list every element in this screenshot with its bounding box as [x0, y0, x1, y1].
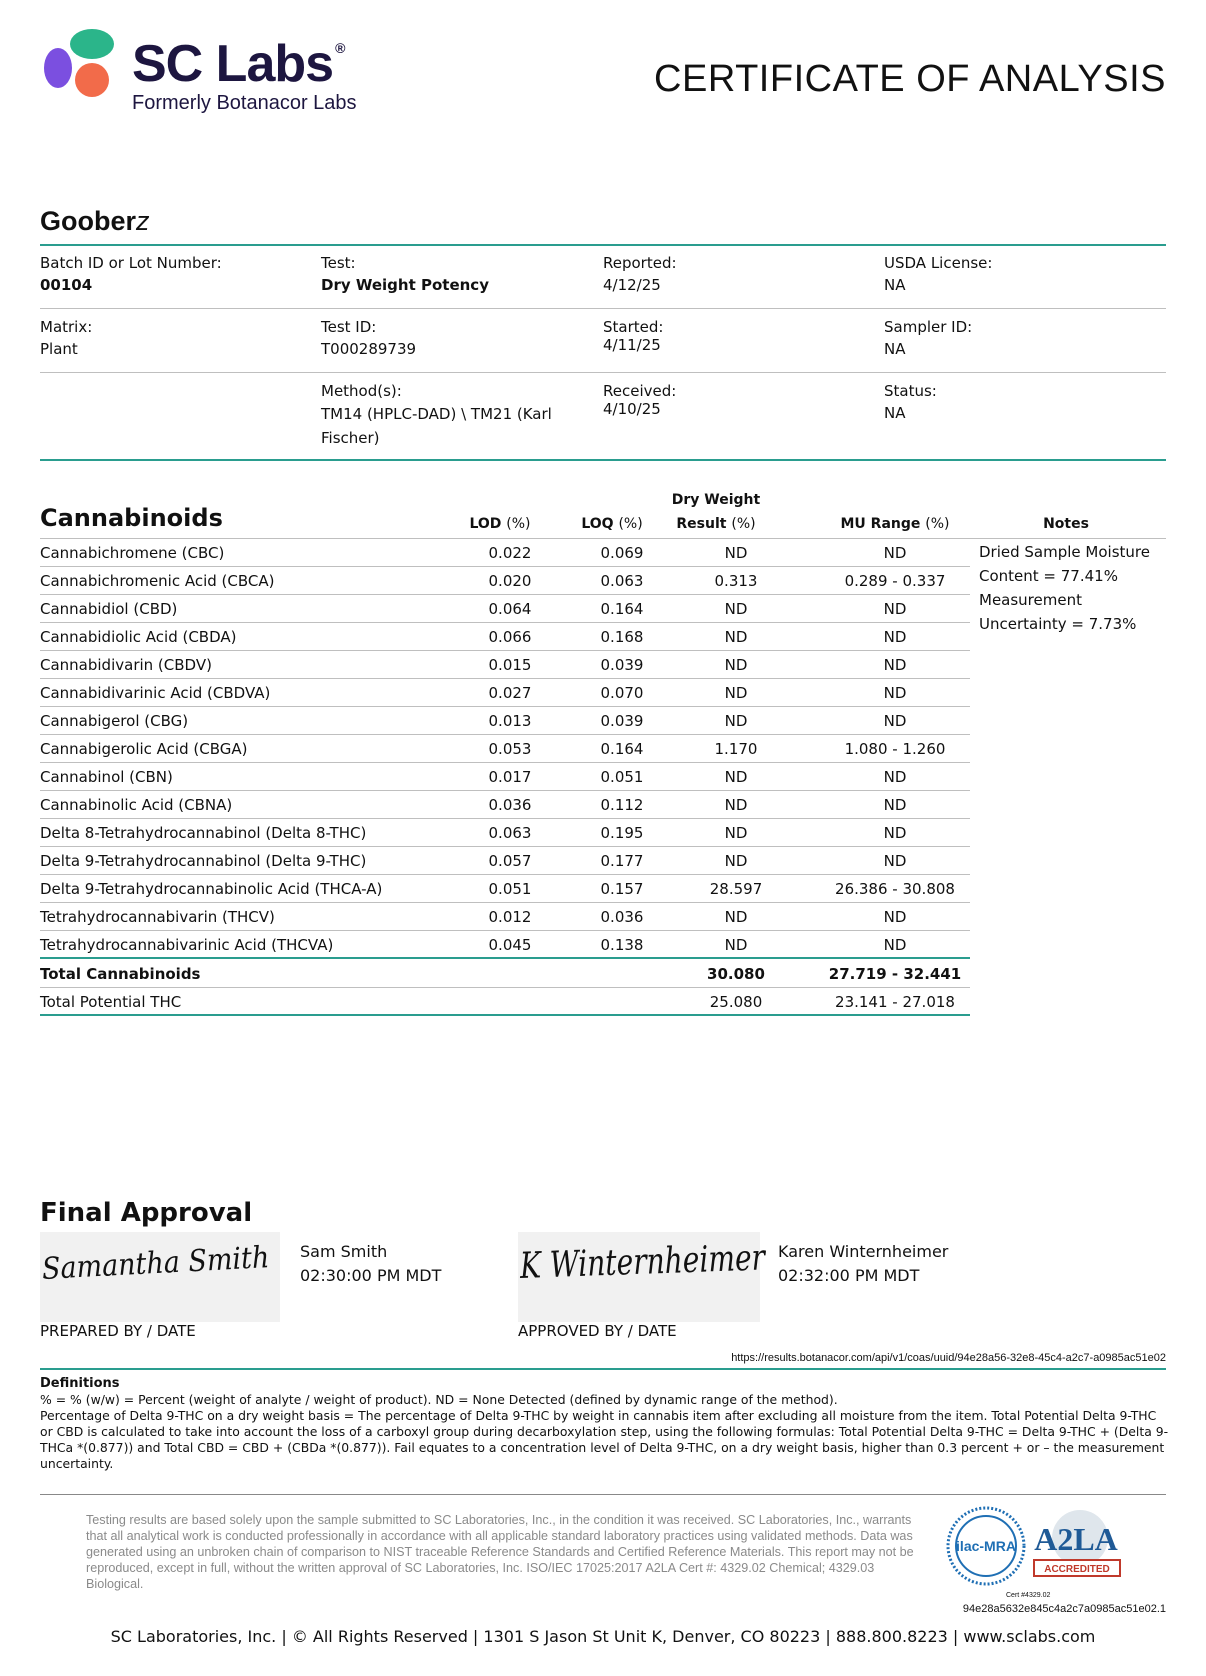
footer: SC Laboratories, Inc. | © All Rights Reserved | 1301 S Jason St Unit K, Denver, CO 80223 | 888.800.8223 | www.sclabs.com	[110, 1627, 1096, 1646]
prepared-signature: Samantha Smith	[40, 1232, 280, 1322]
cert-number: Cert #4329.02	[1006, 1592, 1051, 1599]
brand-subtitle: Formerly Botanacor Labs	[132, 92, 357, 114]
divider	[40, 1368, 1166, 1370]
accredited-label: ACCREDITED	[1044, 1564, 1110, 1575]
approved-by: Karen Winternheimer 02:32:00 PM MDT	[778, 1242, 949, 1285]
col-header-lod: LOD (%)	[469, 516, 531, 532]
document-title: CERTIFICATE OF ANALYSIS	[654, 58, 1166, 100]
product-name: Gooberz	[40, 206, 150, 236]
table-row: Cannabidiol (CBD) 0.064 0.164 ND ND	[40, 595, 970, 623]
col-header-notes: Notes	[1043, 516, 1089, 532]
table-row: Cannabidivarinic Acid (CBDVA) 0.027 0.070 ND ND	[40, 679, 970, 707]
col-header-loq: LOQ (%)	[581, 516, 643, 532]
results-link[interactable]: https://results.botanacor.com/api/v1/coas/uuid/94e28a56-32e8-45c4-a2c7-a0985ac51e02	[731, 1352, 1166, 1364]
divider	[40, 308, 1166, 309]
table-row: Cannabidivarin (CBDV) 0.015 0.039 ND ND	[40, 651, 970, 679]
final-approval-title: Final Approval	[40, 1198, 253, 1228]
test-id-cell: Test ID: T000289739	[321, 318, 417, 358]
table-row: Delta 9-Tetrahydrocannabinolic Acid (THCA-A) 0.051 0.157 28.597 26.386 - 30.808	[40, 875, 970, 903]
divider	[40, 372, 1166, 373]
table-row: Delta 9-Tetrahydrocannabinol (Delta 9-THC) 0.057 0.177 ND ND	[40, 847, 970, 875]
approved-signature: K Winternheimer	[518, 1232, 760, 1322]
prepared-by: Sam Smith 02:30:00 PM MDT	[300, 1242, 442, 1285]
section-title: Cannabinoids	[40, 504, 223, 532]
table-row: Tetrahydrocannabivarinic Acid (THCVA) 0.045 0.138 ND ND	[40, 931, 970, 959]
brand-name: SC Labs ®	[132, 35, 345, 93]
table-row: Delta 8-Tetrahydrocannabinol (Delta 8-THC) 0.063 0.195 ND ND	[40, 819, 970, 847]
table-row: Cannabinolic Acid (CBNA) 0.036 0.112 ND ND	[40, 791, 970, 819]
a2la-accredited-badge-icon	[1032, 1508, 1122, 1580]
prepared-label: PREPARED BY / DATE	[40, 1322, 196, 1340]
reported-cell: Reported: 4/12/25	[603, 254, 677, 294]
a2la-label: A2LA	[1034, 1521, 1118, 1557]
methods-cell: Method(s): TM14 (HPLC-DAD) \ TM21 (Karl Fischer)	[321, 382, 552, 447]
disclaimer-text: Testing results are based solely upon the sample submitted to SC Laboratories, Inc., in the condition it was received. SC Laboratories, Inc., warrants that all analytical work is conducted professionally in accordance with all applicable standard laboratory practices using validated methods. Data was generated using an unbroken chain of comparison to NIST traceable Reference Standards and Certified Reference Materials. This report may not be reproduced, except in full, without the written approval of SC Laboratories, Inc. ISO/IEC 17025:2017 A2LA Cert #: 4329.02 Chemical; 4329.03 Biological.	[86, 1513, 914, 1591]
total-potential-thc-row: Total Potential THC 25.080 23.141 - 27.018	[40, 988, 970, 1016]
received-cell: Received: 4/10/25	[603, 382, 677, 418]
usda-cell: USDA License: NA	[884, 254, 993, 294]
definitions-title: Definitions	[40, 1376, 120, 1391]
report-hash: 94e28a5632e845c4a2c7a0985ac51e02.1	[962, 1603, 1166, 1615]
table-row: Tetrahydrocannabivarin (THCV) 0.012 0.036 ND ND	[40, 903, 970, 931]
table-row: Cannabigerolic Acid (CBGA) 0.053 0.164 1.170 1.080 - 1.260	[40, 735, 970, 763]
ilac-mra-badge-icon	[944, 1504, 1028, 1588]
table-row: Cannabidiolic Acid (CBDA) 0.066 0.168 ND ND	[40, 623, 970, 651]
table-row: Cannabinol (CBN) 0.017 0.051 ND ND	[40, 763, 970, 791]
approved-label: APPROVED BY / DATE	[518, 1322, 677, 1340]
matrix-cell: Matrix: Plant	[40, 318, 93, 358]
total-cannabinoids-row: Total Cannabinoids 30.080 27.719 - 32.441	[40, 960, 970, 988]
table-row: Cannabigerol (CBG) 0.013 0.039 ND ND	[40, 707, 970, 735]
divider	[970, 538, 1166, 539]
batch-cell: Batch ID or Lot Number: 00104	[40, 254, 222, 294]
divider	[40, 459, 1166, 461]
started-cell: Started: 4/11/25	[603, 318, 664, 354]
divider	[40, 244, 1166, 246]
col-header-mu: MU Range (%)	[840, 516, 950, 532]
test-cell: Test: Dry Weight Potency	[321, 254, 489, 294]
notes-text: Dried Sample Moisture Content = 77.41% Measurement Uncertainty = 7.73%	[979, 543, 1150, 633]
ilac-mra-label: ilac-MRA	[956, 1538, 1016, 1554]
table-row: Cannabichromenic Acid (CBCA) 0.020 0.063 0.313 0.289 - 0.337	[40, 567, 970, 595]
sc-labs-logo-icon	[40, 26, 120, 106]
table-row: Cannabichromene (CBC) 0.022 0.069 ND ND	[40, 539, 970, 567]
status-cell: Status: NA	[884, 382, 937, 422]
sampler-cell: Sampler ID: NA	[884, 318, 973, 358]
divider	[40, 1494, 1166, 1495]
definitions-text: % = % (w/w) = Percent (weight of analyte / weight of product). ND = None Detected (defined by dynamic range of the method). Percentage of Delta 9-THC on a dry weight basis = The percentage of Delta 9-THC by weight in cannabis item after excluding all moisture from the item. Total Potential Delta 9-THC or CBD is calculated to take into account the loss of a carboxyl group during decarboxylation step, using the following formulas: Total Potential Delta 9-THC = Delta 9-THC + (Delta 9-THCa *(0.877)) and Total CBD = CBD + (CBDa *(0.877)). Fail equates to a concentration level of Delta 9-THC, on a dry weight basis, higher than 0.3 percent + or – the measurement uncertainty.	[40, 1392, 1169, 1471]
col-header-result: Dry Weight Result (%)	[671, 492, 761, 532]
